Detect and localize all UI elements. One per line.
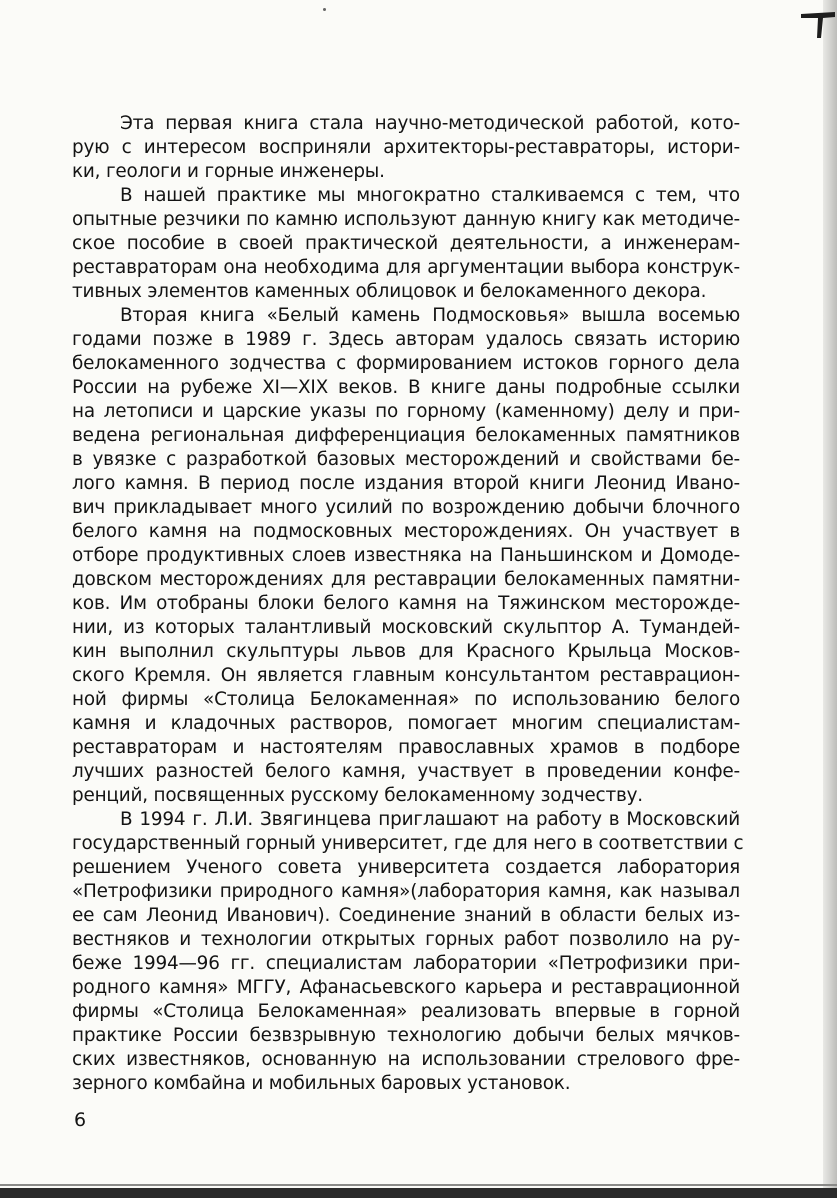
text-line: кин выполнил скульптуры львов для Красного Крыльца Москов-: [72, 641, 740, 662]
text-line: родного камня» МГГУ, Афанасьевского карьера и реставрационной: [72, 977, 740, 998]
text-line: тивных элементов каменных облицовок и белокаменного декора.: [72, 281, 707, 302]
text-line: Вторая книга «Белый камень Подмосковья» вышла восемью: [120, 305, 740, 326]
text-line: ских известняков, основанную на использовании стрелового фре-: [72, 1049, 740, 1070]
text-line: ее сам Леонид Иванович). Соединение знаний в области белых из-: [72, 905, 740, 926]
text-line: практике России безвзрывную технологию добычи белых мячков-: [72, 1025, 740, 1046]
text-line: в увязке с разработкой базовых месторождений и свойствами бе-: [72, 449, 740, 470]
text-line: В 1994 г. Л.И. Звягинцева приглашают на работу в Московский: [120, 809, 740, 830]
text-line: вич прикладывает много усилий по возрождению добычи блочного: [72, 497, 740, 518]
text-line: реставраторам и настоятелям православных храмов в подборе: [72, 737, 740, 758]
text-line: государственный горный университет, где для него в соответствии с: [72, 833, 744, 854]
text-line: ведена региональная дифференциация белокаменных памятников: [72, 425, 740, 446]
page-number: 6: [74, 1109, 87, 1131]
text-line: опытные резчики по камню используют данную книгу как методиче-: [72, 209, 740, 230]
text-line: ренций, посвященных русскому белокаменному зодчеству.: [72, 785, 643, 806]
text-line: белого камня на подмосковных месторождениях. Он участвует в: [72, 521, 740, 542]
text-line: беже 1994—96 гг. специалистам лаборатории «Петрофизики при-: [72, 953, 740, 974]
text-line: годами позже в 1989 г. Здесь авторам удалось связать историю: [72, 329, 740, 350]
text-line: лого камня. В период после издания второй книги Леонид Ивано-: [72, 473, 740, 494]
text-line: рую с интересом восприняли архитекторы-реставраторы, истори-: [72, 137, 740, 158]
text-line: ки, геологи и горные инженеры.: [72, 161, 385, 182]
text-line: лучших разностей белого камня, участвует в проведении конфе-: [72, 761, 740, 782]
text-line: довском месторождениях для реставрации белокаменных памятни-: [72, 569, 740, 590]
paragraph: [72, 808, 744, 1096]
text-line: России на рубеже XI—XIX веков. В книге даны подробные ссылки: [72, 377, 740, 398]
text-line: фирмы «Столица Белокаменная» реализовать впервые в горной: [72, 1001, 740, 1022]
text-line: ков. Им отобраны блоки белого камня на Тяжинском месторожде-: [72, 593, 740, 614]
scan-speck: [323, 8, 326, 11]
text-line: В нашей практике мы многократно сталкиваемся с тем, что: [120, 185, 740, 206]
scan-bottom-edge: [0, 1184, 837, 1186]
body-text: [72, 112, 744, 1096]
text-line: ское пособие в своей практической деятельности, а инженерам-: [72, 233, 740, 254]
paragraph: [72, 112, 740, 184]
scan-edge-shadow: [823, 0, 837, 1198]
text-line: зерного комбайна и мобильных баровых установок.: [72, 1073, 571, 1094]
text-line: на летописи и царские указы по горному (каменному) делу и при-: [72, 401, 740, 422]
paragraph: [72, 184, 740, 304]
text-line: вестняков и технологии открытых горных работ позволило на ру-: [72, 929, 740, 950]
text-line: камня и кладочных растворов, помогает многим специалистам-: [72, 713, 740, 734]
text-line: реставраторам она необходима для аргументации выбора конструк-: [72, 257, 740, 278]
text-line: ского Кремля. Он является главным консультантом реставрацион-: [72, 665, 740, 686]
text-line: Эта первая книга стала научно-методической работой, кото-: [120, 113, 740, 134]
text-line: ной фирмы «Столица Белокаменная» по использованию белого: [72, 689, 740, 710]
text-line: нии, из которых талантливый московский скульптор А. Тумандей-: [72, 617, 740, 638]
corner-clip-mark: [799, 8, 837, 42]
text-line: белокаменного зодчества с формированием истоков горного дела: [72, 353, 740, 374]
text-line: «Петрофизики природного камня»(лаборатория камня, как называл: [72, 881, 740, 902]
paragraph: [72, 304, 740, 808]
text-line: решением Ученого совета университета создается лаборатория: [72, 857, 740, 878]
scan-bottom-border: [0, 1188, 837, 1198]
text-line: отборе продуктивных слоев известняка на Паньшинском и Домоде-: [72, 545, 740, 566]
